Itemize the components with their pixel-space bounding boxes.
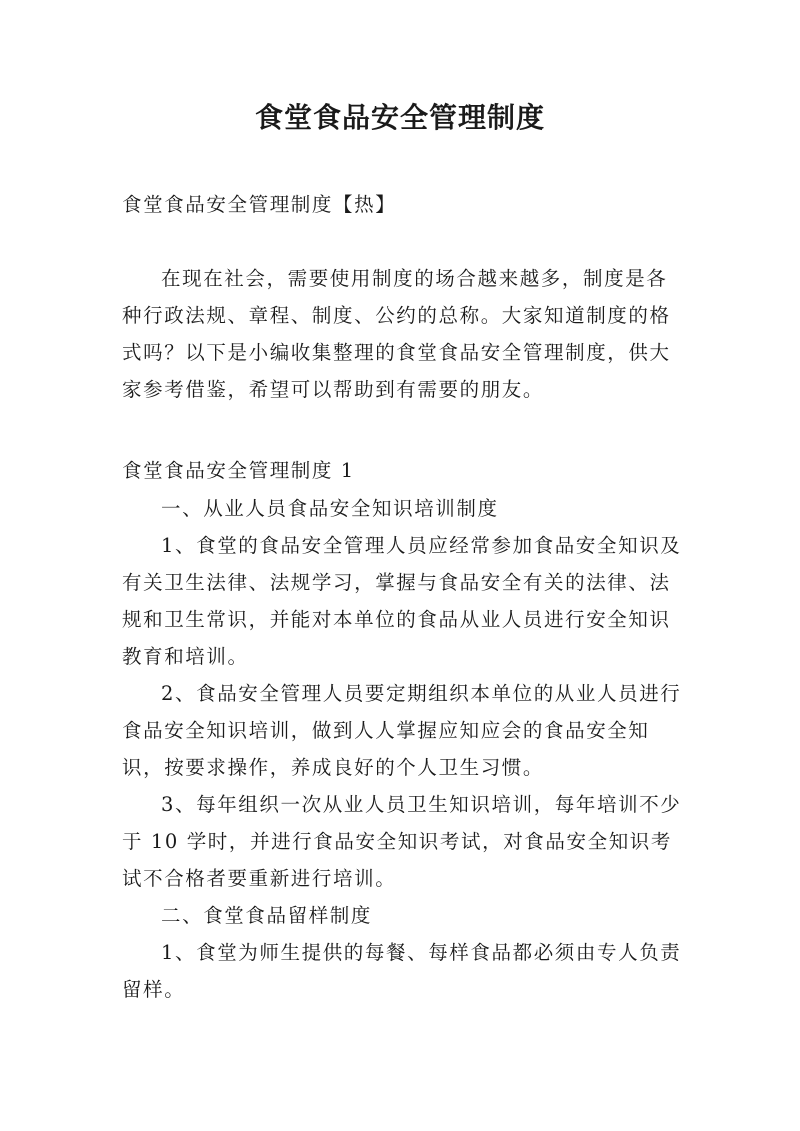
section-heading: 食堂食品安全管理制度 1 [122,459,355,482]
content-block [122,490,686,1008]
body-paragraph: 1、食堂为师生提供的每餐、每样食品都必须由专人负责留样。 [122,941,682,1001]
section-subheading: 一、从业人员食品安全知识培训制度 [161,497,499,520]
document-title: 食堂食品安全管理制度 [254,101,545,134]
intro-paragraph: 在现在社会，需要使用制度的场合越来越多，制度是各种行政法规、章程、制度、公约的总称。大家知道制度的格式吗？以下是小编收集整理的食堂食品安全管理制度，供大家参考借鉴，希望可以帮助到有需要的朋友。 [122,267,671,401]
section-subheading: 二、食堂食品留样制度 [161,904,373,927]
body-paragraph: 1、食堂的食品安全管理人员应经常参加食品安全知识及有关卫生法律、法规学习，掌握与食品安全有关的法律、法规和卫生常识，并能对本单位的食品从业人员进行安全知识教育和培训。 [122,534,682,668]
body-paragraph: 3、每年组织一次从业人员卫生知识培训，每年培训不少于 10 学时，并进行食品安全知识考试，对食品安全知识考试不合格者要重新进行培训。 [122,793,682,890]
body-paragraph: 2、食品安全管理人员要定期组织本单位的从业人员进行食品安全知识培训，做到人人掌握应知应会的食品安全知识，按要求操作，养成良好的个人卫生习惯。 [122,682,682,779]
document-subtitle: 食堂食品安全管理制度【热】 [122,193,397,216]
